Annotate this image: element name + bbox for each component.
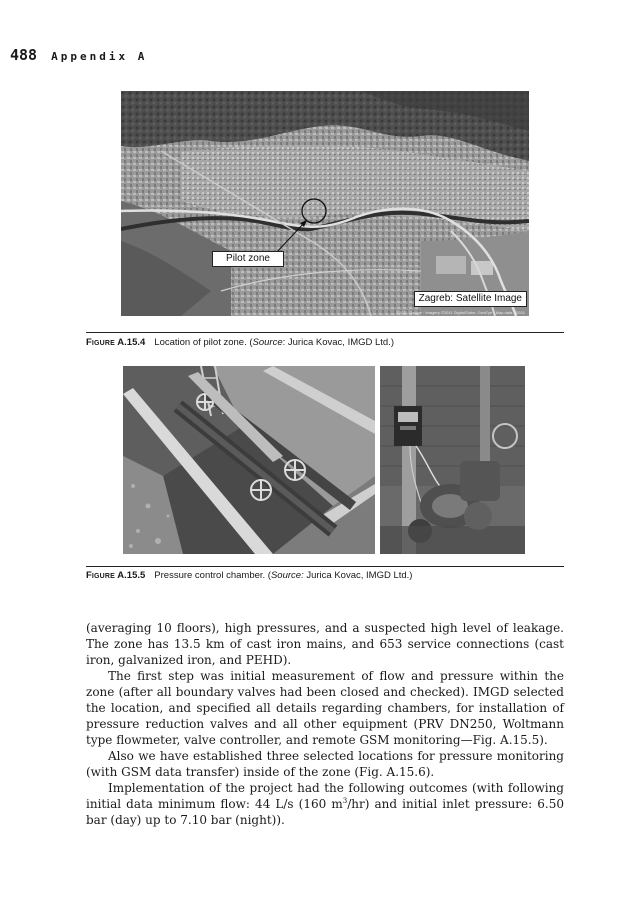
pilot-zone-label: Pilot zone (212, 251, 284, 267)
running-head (10, 46, 147, 66)
section-title: Appendix A (51, 50, 148, 63)
paragraph-3: Also we have established three selected locations for pressure monitoring (with GSM data transfer) inside of the zone (Fig. A.15.6). (86, 749, 564, 779)
paragraph-2: The first step was initial measurement of flow and pressure within the zone (after all boundary valves had been closed and checked). IMGD selected the location, and specified all details regarding chambers, for installation of pressure reduction valves and all other equipment (PRV DN250, Woltmann type flowmeter, valve controller, and remote GSM monitoring—Fig. A.15.5). (86, 669, 564, 747)
figure-a155-caption-text: Pressure control chamber. ( (154, 570, 271, 581)
zagreb-satellite-label: Zagreb: Satellite Image (414, 291, 527, 307)
figure-a155-source-rest: Jurica Kovac, IMGD Ltd.) (303, 570, 413, 581)
figure-a155-label-igure: IGURE (91, 573, 115, 580)
figure-a154-caption-text: Location of pilot zone. ( (154, 337, 253, 348)
figure-a155-label-f: F (86, 570, 92, 581)
caption-rule-bottom (86, 566, 564, 567)
chamber-photo-right (380, 366, 525, 554)
figure-a155-label (86, 570, 145, 581)
map-watermark: ©2011 Google · Imagery ©2011 DigitalGlobe, GeoEye · Map data ©2011 (396, 310, 525, 315)
figure-a154-number: A.15.4 (117, 337, 146, 348)
figure-a154-label-f: F (86, 337, 92, 348)
satellite-image (121, 91, 529, 316)
paragraph-4-superscript: 3 (342, 797, 348, 805)
chamber-photo-right-graphic (380, 366, 525, 554)
satellite-map-graphic (121, 91, 529, 316)
page-number: 488 (10, 46, 38, 64)
paragraph-4-part-a: Implementation of the project had the following outcomes (with following initial data minimum flow: 44 L/s (160 m (86, 781, 564, 811)
figure-a155-caption (86, 570, 412, 581)
chamber-photo-left (123, 366, 375, 554)
chamber-photo-left-graphic (123, 366, 375, 554)
figure-a154-caption (86, 337, 394, 348)
figure-a155-number: A.15.5 (117, 570, 146, 581)
body-text (86, 620, 564, 828)
paragraph-4-part-b: /hr) and initial inlet pressure: 6.50 bar (day) up to 7.10 bar (night)). (86, 797, 564, 827)
paragraph-1: (averaging 10 floors), high pressures, and a suspected high level of leakage. The zone has 13.5 km of cast iron mains, and 653 service connections (cast iron, galvanized iron, and PEHD). (86, 621, 564, 667)
figure-a155-source-word: Source: (270, 570, 304, 581)
caption-rule-top (86, 332, 564, 333)
paragraph-4 (86, 780, 564, 828)
figure-a154-label-igure: IGURE (91, 340, 115, 347)
figure-a154-label (86, 337, 145, 348)
figure-a154-source-word: Source (252, 337, 283, 348)
figure-a154-source-rest: : Jurica Kovac, IMGD Ltd.) (282, 337, 395, 348)
